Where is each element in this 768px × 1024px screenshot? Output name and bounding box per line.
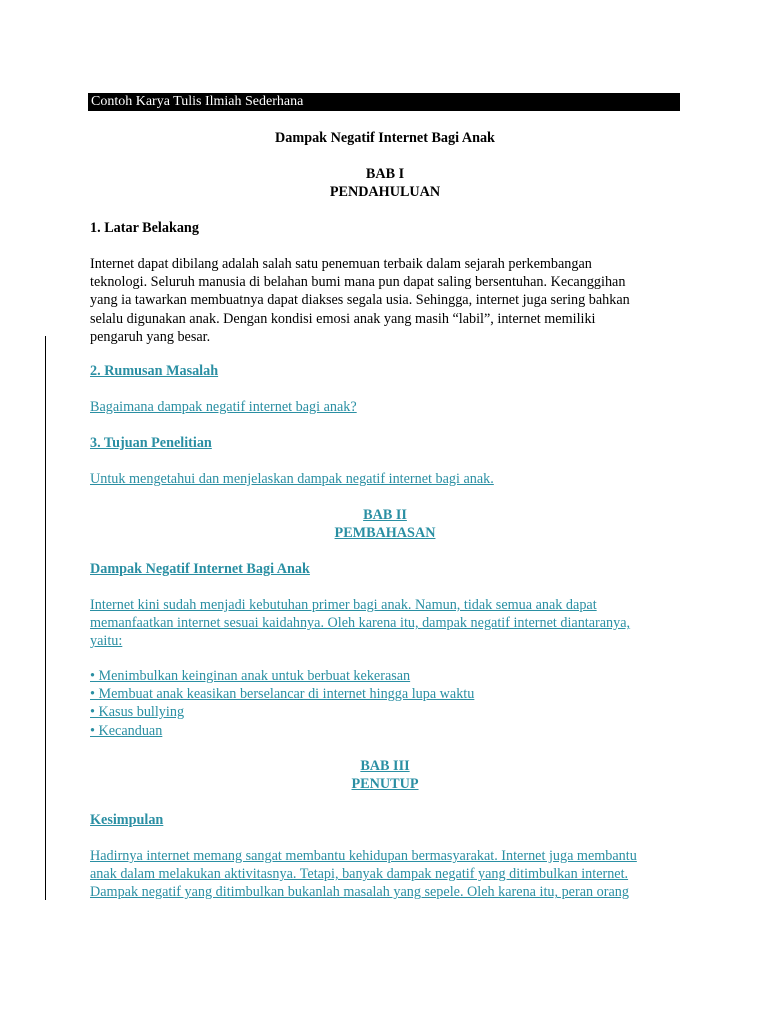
list-item[interactable]: • Kecanduan — [90, 722, 163, 739]
latar-line: selalu digunakan anak. Dengan kondisi emosi anak yang masih “labil”, internet memiliki — [90, 310, 596, 327]
list-item[interactable]: • Membuat anak keasikan berselancar di internet hingga lupa waktu — [90, 686, 475, 703]
pembahasan-heading-link[interactable]: Dampak Negatif Internet Bagi Anak — [90, 561, 310, 577]
pembahasan-paragraph[interactable] — [90, 596, 680, 651]
pembahasan-bullet-list[interactable] — [90, 667, 680, 740]
document-title: Dampak Negatif Internet Bagi Anak — [275, 130, 495, 146]
list-item[interactable]: • Kasus bullying — [90, 704, 185, 721]
bab3-label-link[interactable]: BAB III — [360, 758, 410, 774]
kesimpulan-line[interactable]: anak dalam melakukan aktivitasnya. Tetapi, banyak dampak negatif yang ditimbulkan internet. — [90, 866, 629, 883]
bab2-name-link[interactable]: PEMBAHASAN — [334, 525, 436, 541]
kesimpulan-line[interactable]: Hadirnya internet memang sangat membantu kehidupan bermasyarakat. Internet juga membantu — [90, 848, 637, 864]
tujuan-heading-link[interactable]: 3. Tujuan Penelitian — [90, 435, 212, 451]
latar-line: pengaruh yang besar. — [90, 328, 211, 345]
margin-line — [45, 336, 46, 900]
header-bar: Contoh Karya Tulis Ilmiah Sederhana — [88, 93, 680, 111]
pembahasan-line[interactable]: yaitu: — [90, 633, 123, 650]
latar-line: Internet dapat dibilang adalah salah satu penemuan terbaik dalam sejarah perkembangan — [90, 256, 592, 272]
latar-line: yang ia tawarkan membuatnya dapat diakses segala usia. Sehingga, internet juga sering bahkan — [90, 292, 630, 309]
latar-paragraph — [90, 255, 680, 346]
latar-heading: 1. Latar Belakang — [90, 220, 199, 236]
pembahasan-line[interactable]: Internet kini sudah menjadi kebutuhan primer bagi anak. Namun, tidak semua anak dapat — [90, 597, 597, 613]
bab1-label: BAB I — [365, 166, 405, 182]
pembahasan-line[interactable]: memanfaatkan internet sesuai kaidahnya. Oleh karena itu, dampak negatif internet diantaranya, — [90, 615, 631, 632]
bab3-name-link[interactable]: PENUTUP — [351, 776, 419, 792]
kesimpulan-paragraph[interactable] — [90, 847, 680, 902]
rumusan-heading-link[interactable]: 2. Rumusan Masalah — [90, 363, 219, 379]
bab2-label-link[interactable]: BAB II — [363, 507, 407, 523]
list-item[interactable]: • Menimbulkan keinginan anak untuk berbuat kekerasan — [90, 668, 411, 684]
tujuan-text-link[interactable]: Untuk mengetahui dan menjelaskan dampak negatif internet bagi anak. — [90, 471, 494, 487]
rumusan-text-link[interactable]: Bagaimana dampak negatif internet bagi anak? — [90, 399, 357, 415]
bab1-name: PENDAHULUAN — [329, 184, 441, 200]
latar-line: teknologi. Seluruh manusia di belahan bumi mana pun dapat saling bersentuhan. Kecanggihan — [90, 274, 626, 291]
kesimpulan-line[interactable]: Dampak negatif yang ditimbulkan bukanlah masalah yang sepele. Oleh karena itu, peran orang — [90, 884, 629, 901]
kesimpulan-heading-link[interactable]: Kesimpulan — [90, 812, 164, 828]
